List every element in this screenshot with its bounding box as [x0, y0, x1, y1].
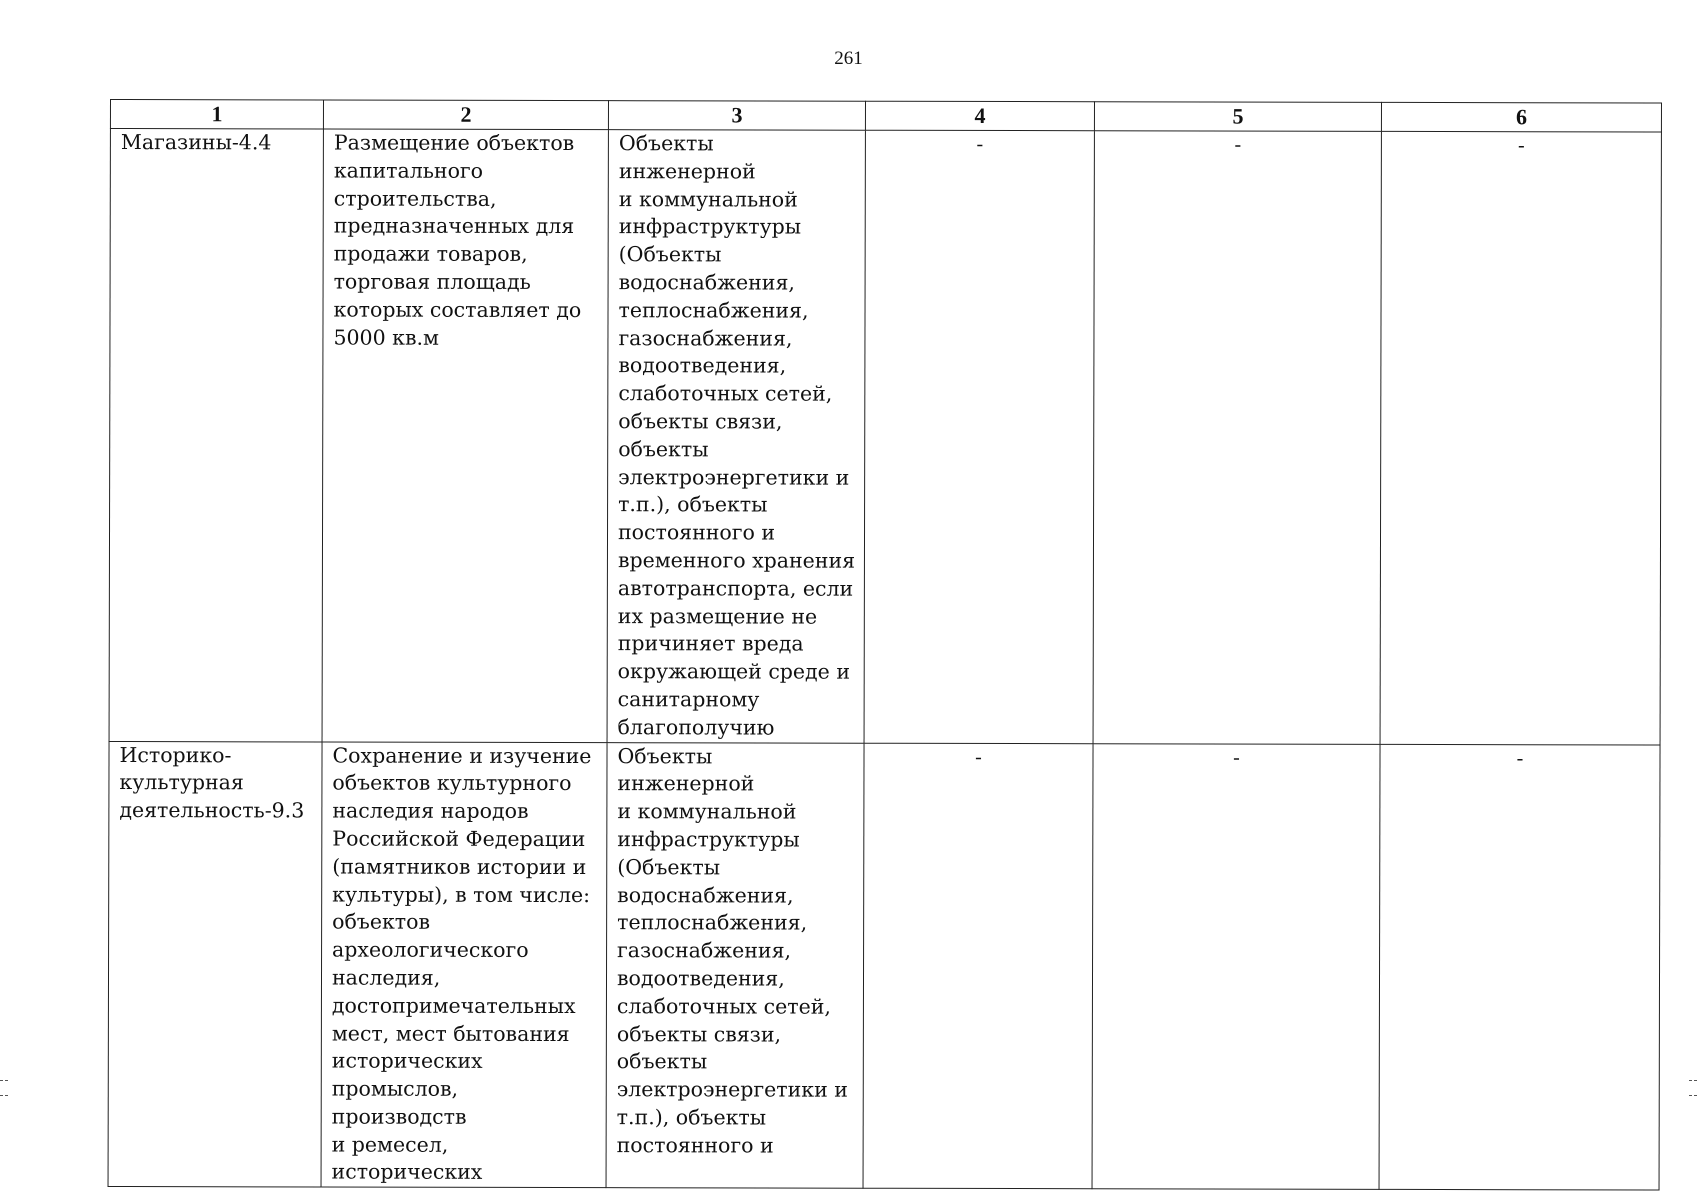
column-header-2: 2 — [323, 100, 608, 130]
column-4-cell: - — [864, 130, 1094, 743]
land-use-description-cell: Размещение объектов капитального строительства, предназначенных для продажи товаров, торговая площадь которых составляет до 5000 кв.м — [322, 129, 608, 742]
column-header-6: 6 — [1381, 102, 1661, 132]
table-row — [108, 741, 1660, 1190]
column-5-cell: - — [1092, 743, 1380, 1189]
column-4-cell: - — [863, 743, 1093, 1189]
column-header-3: 3 — [608, 101, 865, 131]
page-number: 261 — [834, 48, 863, 69]
column-header-5: 5 — [1094, 102, 1381, 132]
column-5-cell: - — [1093, 131, 1381, 744]
regulations-table — [108, 99, 1662, 1191]
table-row — [109, 129, 1661, 745]
auxiliary-use-cell: Объекты инженерной и коммунальной инфраструктуры (Объекты водоснабжения, теплоснабжения, газоснабжения, водоотведения, слаботочных сетей, объекты связи, объекты электроэнергетики и т.п.), объекты постоянного и временного хранения автотранспорта, если их размещение не причиняет вреда окружающей среде и санитарному благополучию — [607, 130, 865, 743]
column-header-1: 1 — [110, 100, 323, 129]
column-header-4: 4 — [865, 101, 1094, 131]
auxiliary-use-cell: Объекты инженерной и коммунальной инфраструктуры (Объекты водоснабжения, теплоснабжения, газоснабжения, водоотведения, слаботочных сетей, объекты связи, объекты электроэнергетики и т.п.), объекты постоянного и — [606, 742, 864, 1188]
column-6-cell: - — [1379, 744, 1660, 1190]
scan-edge-mark-right — [1689, 1080, 1697, 1096]
land-use-type-cell: Историко- культурная деятельность-9.3 — [108, 741, 322, 1187]
land-use-description-cell: Сохранение и изучение объектов культурного наследия народов Российской Федерации (памятников истории и культуры), в том числе: объектов археологического наследия, достопримечательных мест, мест бытования исторических промыслов, производств и ремесел, исторических — [321, 742, 607, 1188]
land-use-type-cell: Магазины-4.4 — [109, 129, 323, 742]
scan-edge-mark-left — [0, 1080, 8, 1096]
table-header-row — [110, 100, 1661, 133]
column-6-cell: - — [1380, 131, 1661, 744]
